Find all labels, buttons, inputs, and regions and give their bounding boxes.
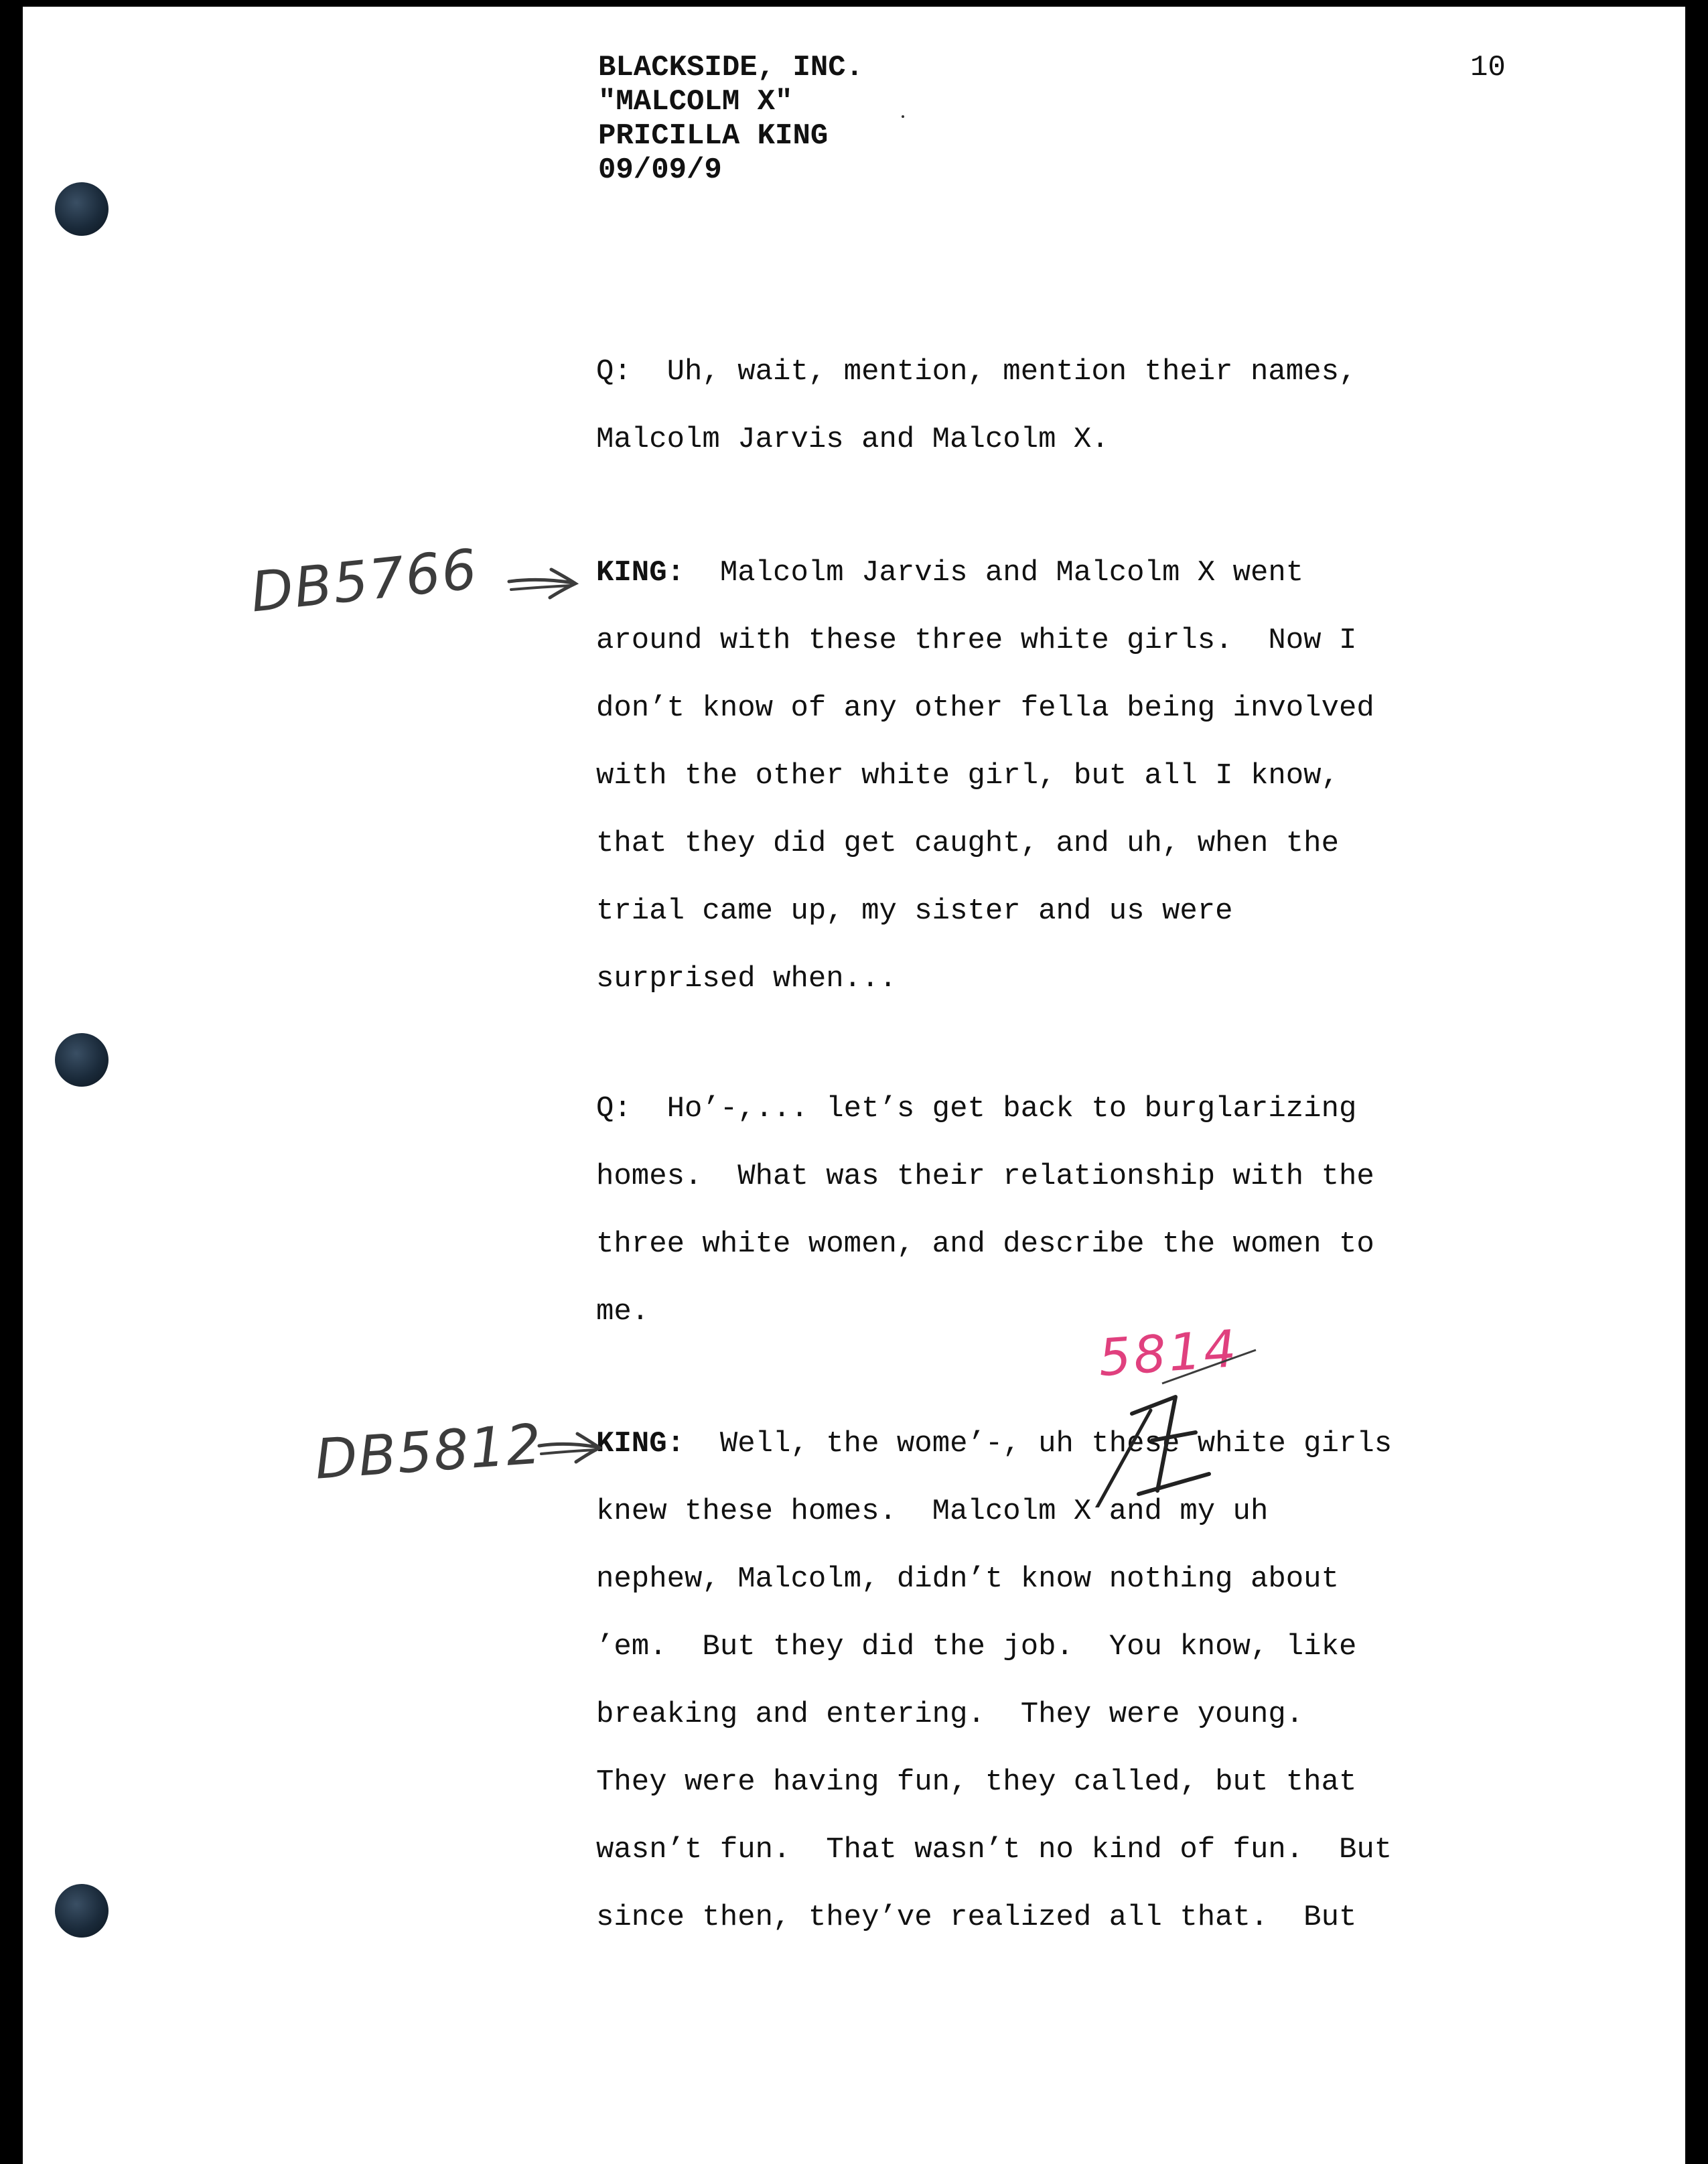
- speaker-label: Q:: [596, 1092, 632, 1126]
- edit-mark-icon: [1072, 1333, 1273, 1507]
- transcript-line: me.: [596, 1295, 650, 1329]
- speaker-label: KING:: [596, 556, 685, 590]
- transcript-line: Uh, wait, mention, mention their names,: [631, 355, 1357, 389]
- transcript-line: homes. What was their relationship with the: [596, 1160, 1374, 1193]
- transcript-line: Malcolm Jarvis and Malcolm X.: [596, 423, 1109, 456]
- transcript-line: since then, they’ve realized all that. But: [596, 1901, 1357, 1934]
- transcript-line: nephew, Malcolm, didn’t know nothing about: [596, 1562, 1339, 1596]
- transcript-line: don’t know of any other fella being involved: [596, 691, 1374, 725]
- arrow-icon: [506, 563, 579, 603]
- transcript-line: knew these homes. Malcolm X and my uh: [596, 1495, 1269, 1528]
- page-number: 10: [1470, 51, 1506, 84]
- answer-paragraph: [596, 539, 1374, 1013]
- speaker-label: KING:: [596, 1427, 685, 1461]
- transcript-line: breaking and entering. They were young.: [596, 1698, 1304, 1731]
- company-name: BLACKSIDE, INC.: [598, 51, 864, 84]
- red-timecode-annotation: 5814: [1096, 1318, 1241, 1388]
- question-paragraph: [596, 338, 1356, 474]
- timecode-annotation: DB5766: [247, 537, 482, 625]
- speaker-label: Q:: [596, 355, 632, 389]
- transcript-line: that they did get caught, and uh, when the: [596, 827, 1339, 860]
- question-paragraph: [596, 1075, 1374, 1346]
- arrow-icon: [536, 1428, 603, 1469]
- transcript-line: surprised when...: [596, 962, 897, 996]
- transcript-line: with the other white girl, but all I know,: [596, 759, 1339, 793]
- transcript-line: They were having fun, they called, but that: [596, 1765, 1357, 1799]
- hole-punch-bottom: [55, 1884, 109, 1938]
- transcript-line: three white women, and describe the women to: [596, 1227, 1374, 1261]
- interview-date: 09/09/9: [598, 153, 722, 187]
- timecode-annotation: DB5812: [313, 1412, 545, 1492]
- transcript-line: Malcolm Jarvis and Malcolm X went: [685, 556, 1304, 590]
- transcript-line: wasn’t fun. That wasn’t no kind of fun. But: [596, 1833, 1393, 1867]
- hole-punch-middle: [55, 1033, 109, 1087]
- hole-punch-top: [55, 182, 109, 236]
- transcript-line: Ho’-,... let’s get back to burglarizing: [631, 1092, 1357, 1126]
- transcript-line: ’em. But they did the job. You know, like: [596, 1630, 1357, 1664]
- transcript-header: [598, 51, 863, 188]
- transcript-line: Well, the wome’-, uh these white girls: [685, 1427, 1393, 1461]
- interviewee-name: PRICILLA KING: [598, 119, 829, 153]
- transcript-line: trial came up, my sister and us were: [596, 894, 1233, 928]
- transcript-line: around with these three white girls. Now I: [596, 624, 1357, 657]
- program-title: "MALCOLM X": [598, 85, 793, 119]
- stray-mark: [902, 115, 904, 118]
